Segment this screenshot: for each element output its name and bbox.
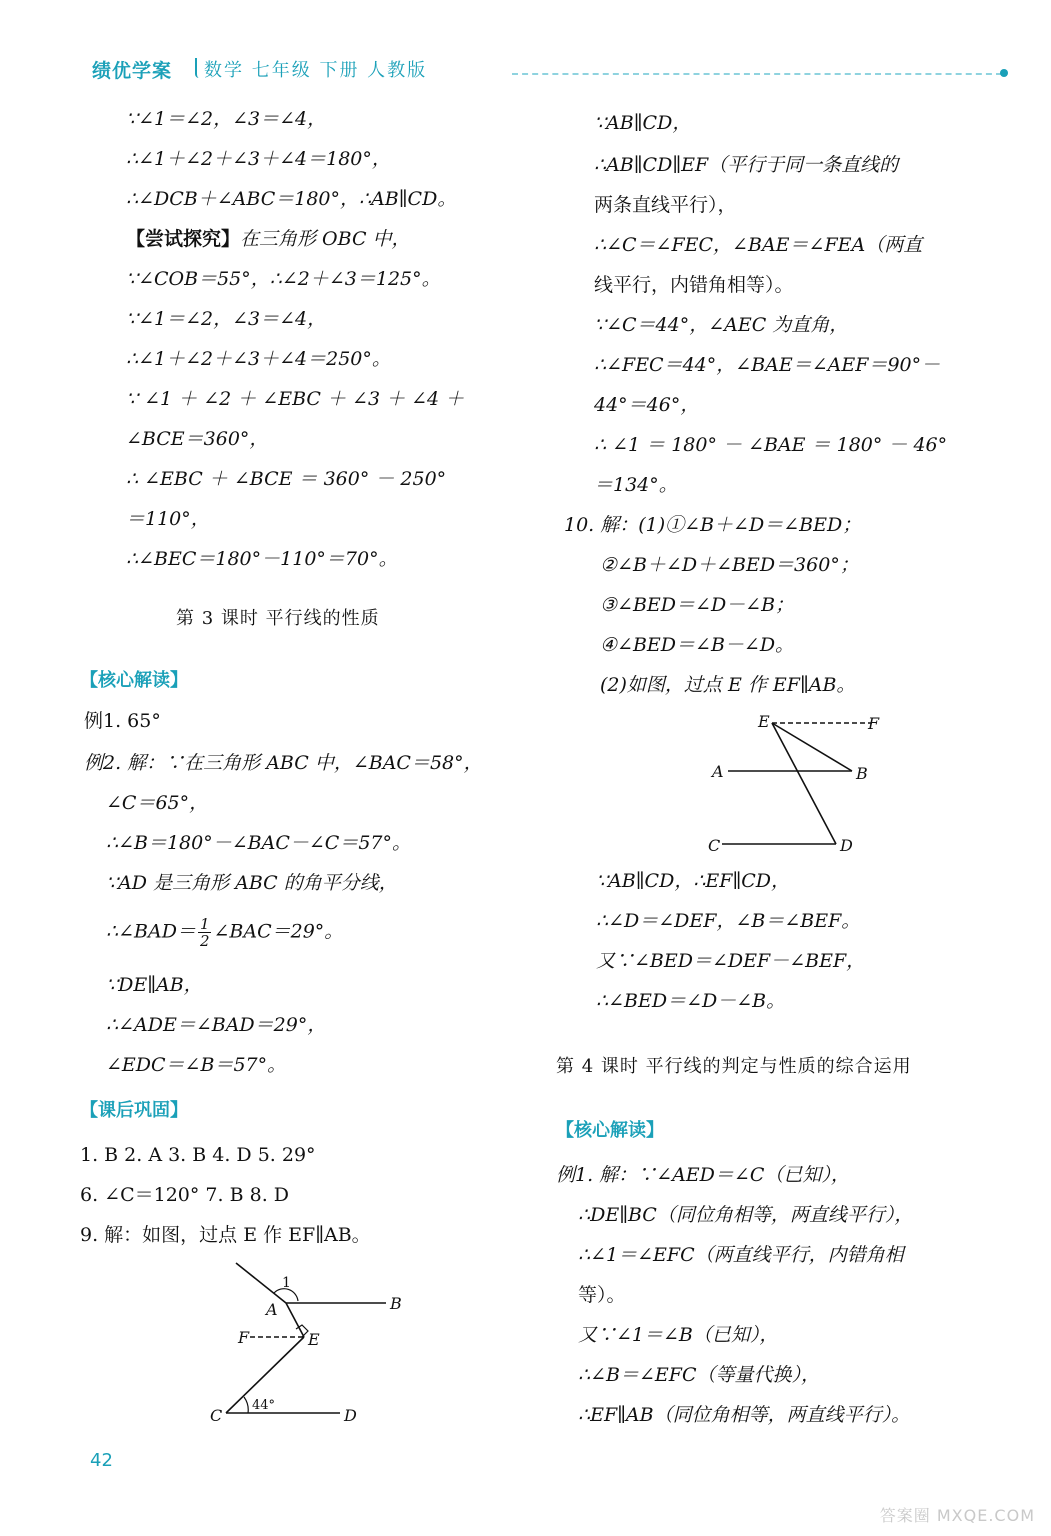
example-2-line-6: ∵DE∥AB， <box>106 974 203 996</box>
one-half-fraction <box>198 916 212 949</box>
left-line-1: ∵∠1＝∠2，∠3＝∠4， <box>126 108 327 130</box>
example-2-line-5-post: ∠BAC＝29°。 <box>213 920 344 943</box>
core-reading-tag-right: 【核心解读】 <box>556 1120 664 1141</box>
fig9-label-f: F <box>238 1328 250 1347</box>
fig9-label-1: 1 <box>282 1275 291 1291</box>
fraction-numerator: 1 <box>199 915 210 933</box>
answers-row-1: 1. B 2. A 3. B 4. D 5. 29° <box>80 1144 316 1166</box>
fig9-angle-c-arc <box>244 1397 248 1413</box>
fig9-line-through-a <box>236 1263 286 1303</box>
right-line-4: ∴∠C＝∠FEC，∠BAE＝∠FEA（两直 <box>594 234 923 256</box>
example-2-line-3: ∴∠B＝180°－∠BAC－∠C＝57°。 <box>106 832 412 854</box>
section-title-lesson3: 第 3 课时 平行线的性质 <box>176 608 380 629</box>
right-line-2: ∴AB∥CD∥EF（平行于同一条直线的 <box>594 154 899 176</box>
right-line-8: 44°＝46°， <box>594 394 700 416</box>
question-10-line-3: ③∠BED＝∠D－∠B； <box>600 594 795 616</box>
left-line-9: ∠BCE＝360°， <box>126 428 269 450</box>
fig10-label-c: C <box>708 836 721 855</box>
try-explore-tag: 【尝试探究】 <box>126 228 241 250</box>
left-line-12: ∴∠BEC＝180°－110°＝70°。 <box>126 548 398 570</box>
question-10-line-2: ②∠B＋∠D＋∠BED＝360°； <box>600 554 859 576</box>
right-line-7: ∴∠FEC＝44°，∠BAE＝∠AEF＝90°－ <box>594 354 941 376</box>
fig9-label-44: 44° <box>252 1398 276 1413</box>
right-line-3: 两条直线平行）， <box>594 194 737 216</box>
watermark <box>880 1503 1035 1526</box>
left-line-6: ∵∠1＝∠2，∠3＝∠4， <box>126 308 327 330</box>
question-10-line-1: 10. 解：(1)①∠B＋∠D＝∠BED； <box>564 514 862 536</box>
fig10-line-ed <box>772 723 836 844</box>
example-2-line-8: ∠EDC＝∠B＝57°。 <box>106 1054 287 1076</box>
right-example-1-line-3: ∴∠1＝∠EFC（两直线平行，内错角相 <box>578 1244 904 1266</box>
right-example-1-line-2: ∴DE∥BC（同位角相等，两直线平行）， <box>578 1204 914 1226</box>
page-number: 42 <box>90 1450 113 1471</box>
right-line-14: ∴∠BED＝∠D－∠B。 <box>596 990 786 1012</box>
left-line-3: ∴∠DCB＋∠ABC＝180°，∴AB∥CD。 <box>126 188 457 210</box>
try-explore-line <box>126 226 411 252</box>
core-reading-tag: 【核心解读】 <box>80 670 188 691</box>
figure-q9 <box>200 1255 440 1435</box>
right-line-9: ∴ ∠1 ＝ 180° － ∠BAE ＝ 180° － 46° <box>594 434 948 456</box>
left-line-10: ∴ ∠EBC ＋ ∠BCE ＝ 360° － 250° <box>126 468 447 490</box>
right-line-5: 线平行，内错角相等）。 <box>594 274 794 296</box>
right-line-1: ∵AB∥CD， <box>594 112 692 134</box>
right-example-1-line-6: ∴∠B＝∠EFC（等量代换）， <box>578 1364 820 1386</box>
try-explore-text: 在三角形 OBC 中， <box>240 228 411 250</box>
left-line-5: ∵∠COB＝55°，∴∠2＋∠3＝125°。 <box>126 268 441 290</box>
example-1: 例1. 65° <box>84 710 161 732</box>
right-line-10: ＝134°。 <box>594 474 678 496</box>
right-example-1-line-4: 等）。 <box>578 1284 626 1306</box>
right-example-1-line-5: 又∵∠1＝∠B（已知）， <box>578 1324 779 1346</box>
example-2-line-1: 例2. 解：∵在三角形 ABC 中，∠BAC＝58°， <box>84 752 483 774</box>
left-line-2: ∴∠1＋∠2＋∠3＋∠4＝180°， <box>126 148 391 170</box>
fig9-label-e: E <box>308 1330 320 1349</box>
example-2-line-2: ∠C＝65°， <box>106 792 209 814</box>
fig10-label-b: B <box>856 764 868 783</box>
fig10-label-d: D <box>840 836 853 855</box>
fig9-line-ae <box>286 1303 304 1337</box>
fig9-label-a: A <box>266 1300 278 1319</box>
page-header <box>92 56 1012 88</box>
example-2-line-5 <box>106 916 343 949</box>
fig9-label-b: B <box>390 1294 402 1313</box>
brand-title: 绩优学案 <box>92 60 173 82</box>
book-subtitle: 数学 七年级 下册 人教版 <box>204 60 428 81</box>
left-line-7: ∴∠1＋∠2＋∠3＋∠4＝250°。 <box>126 348 391 370</box>
right-line-13: 又∵∠BED＝∠DEF－∠BEF， <box>596 950 866 972</box>
left-line-11: ＝110°， <box>126 508 210 530</box>
figure-q10 <box>696 705 896 855</box>
fig10-label-f: F <box>868 714 880 733</box>
right-example-1-line-7: ∴EF∥AB（同位角相等，两直线平行）。 <box>578 1404 911 1426</box>
example-2-line-7: ∴∠ADE＝∠BAD＝29°， <box>106 1014 327 1036</box>
fraction-denominator: 2 <box>199 932 210 950</box>
question-10-line-5: (2)如图，过点 E 作 EF∥AB。 <box>600 674 856 696</box>
header-dot <box>1000 69 1008 77</box>
fig10-label-e: E <box>758 712 770 731</box>
fig9-label-d: D <box>344 1406 357 1425</box>
header-dashed-line <box>512 73 1002 75</box>
left-line-8: ∵ ∠1 ＋ ∠2 ＋ ∠EBC ＋ ∠3 ＋ ∠4 ＋ <box>126 388 465 410</box>
after-class-tag: 【课后巩固】 <box>80 1100 188 1121</box>
question-9: 9. 解：如图，过点 E 作 EF∥AB。 <box>80 1224 371 1246</box>
example-2-line-5-pre: ∴∠BAD＝ <box>106 920 196 943</box>
right-line-11: ∵AB∥CD，∴EF∥CD， <box>596 870 791 892</box>
question-10-line-4: ④∠BED＝∠B－∠D。 <box>600 634 795 656</box>
section-title-lesson4: 第 4 课时 平行线的判定与性质的综合运用 <box>556 1056 912 1077</box>
watermark-text: 答案圈 MXQE.COM <box>879 1506 1035 1525</box>
right-line-6: ∵∠C＝44°，∠AEC 为直角， <box>594 314 849 336</box>
right-example-1-line-1: 例1. 解：∵∠AED＝∠C（已知）， <box>556 1164 850 1186</box>
right-line-12: ∴∠D＝∠DEF，∠B＝∠BEF。 <box>596 910 861 932</box>
example-2-line-4: ∵AD 是三角形 ABC 的角平分线， <box>106 872 398 894</box>
fig10-label-a: A <box>712 762 724 781</box>
fig9-label-c: C <box>210 1406 223 1425</box>
header-separator <box>195 58 200 78</box>
answers-row-2: 6. ∠C＝120° 7. B 8. D <box>80 1184 290 1206</box>
